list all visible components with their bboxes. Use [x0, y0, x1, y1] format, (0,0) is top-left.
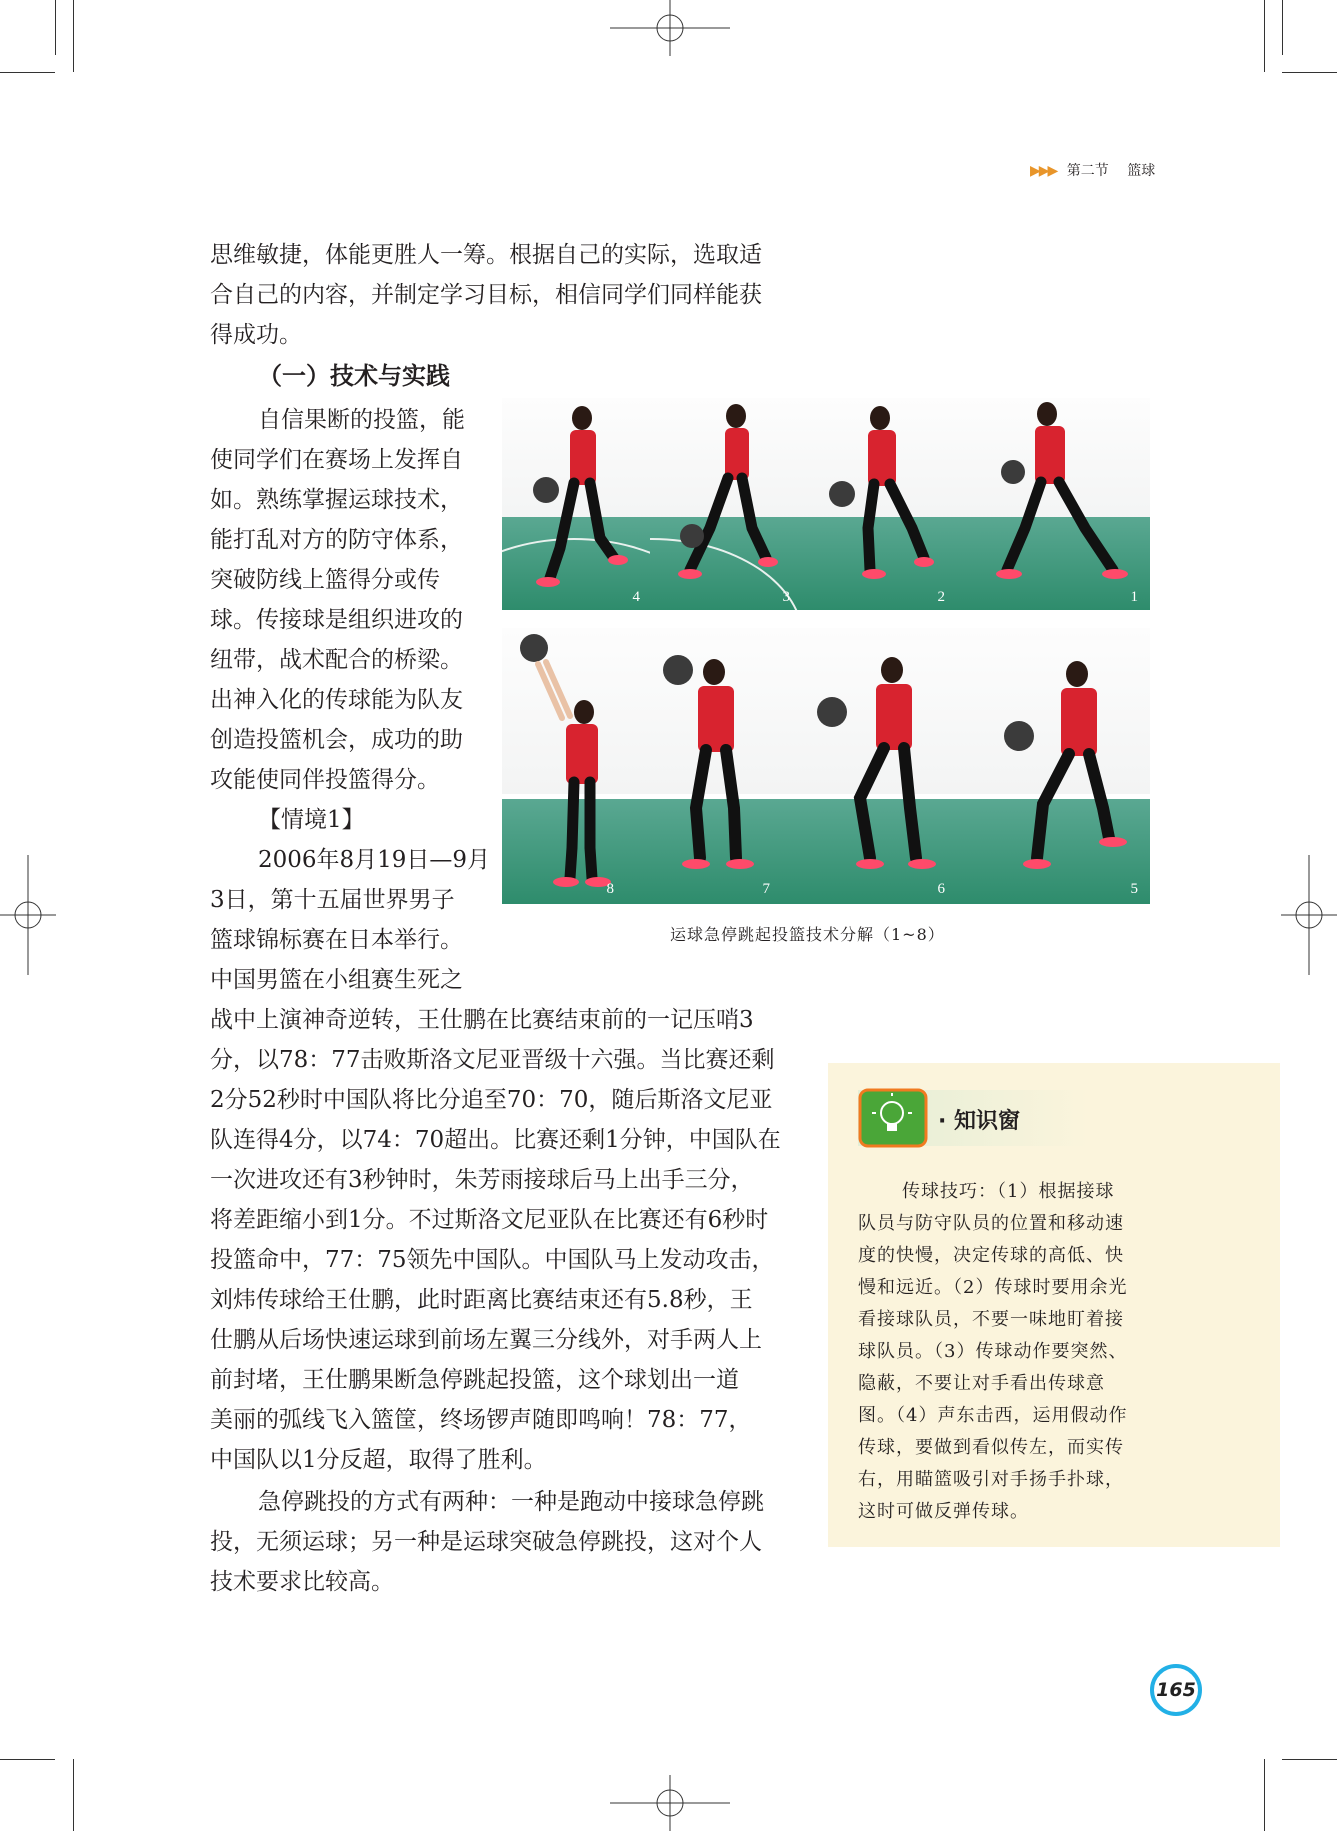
- text-line: 急停跳投的方式有两种：一种是跑动中接球急停跳: [258, 1489, 764, 1515]
- figure-caption: 运球急停跳起投篮技术分解（1~8）: [670, 925, 945, 944]
- player-figure: [652, 628, 772, 898]
- text-line: 右，用瞄篮吸引对手扬手扑球，: [858, 1469, 1124, 1490]
- text-line: 篮球锦标赛在日本举行。: [210, 927, 463, 953]
- player-figure: [512, 628, 622, 898]
- text-line: 传球技巧：（1）根据接球: [902, 1181, 1115, 1202]
- scenario-label: 【情境1】: [258, 807, 365, 833]
- text-line: 出神入化的传球能为队友: [210, 687, 463, 713]
- text-line: 慢和远近。（2）传球时要用余光: [858, 1277, 1128, 1298]
- running-header: [1030, 160, 1155, 180]
- text-line: 创造投篮机会，成功的助: [210, 727, 463, 753]
- photo-frame: [957, 628, 1150, 904]
- bullet-dot: ·: [938, 1109, 955, 1134]
- text-line: 美丽的弧线飞入篮筐，终场锣声随即鸣响！78：77，: [210, 1407, 752, 1433]
- section-heading: （一）技术与实践: [258, 361, 450, 390]
- player-figure: [997, 628, 1137, 898]
- text-line: 思维敏捷，体能更胜人一筹。根据自己的实际，选取适: [210, 242, 762, 268]
- page-number: 165: [1150, 1664, 1202, 1716]
- text-line: 中国队以1分反超，取得了胜利。: [210, 1447, 547, 1473]
- text-line: 攻能使同伴投篮得分。: [210, 767, 440, 793]
- text-line: 使同学们在赛场上发挥自: [210, 447, 463, 473]
- text-line: 纽带，战术配合的桥梁。: [210, 647, 463, 673]
- text-line: 传球，要做到看似传左，而实传: [858, 1437, 1124, 1458]
- text-line: 这时可做反弹传球。: [858, 1501, 1029, 1522]
- photo-frame: [782, 628, 957, 904]
- topic-label: 篮球: [1127, 163, 1156, 179]
- text-line: 中国男篮在小组赛生死之: [210, 967, 463, 993]
- text-line: 2分52秒时中国队将比分追至70：70，随后斯洛文尼亚: [210, 1087, 773, 1113]
- text-line: 自信果断的投篮，能: [258, 407, 465, 433]
- text-line: 球队员。（3）传球动作要突然、: [858, 1341, 1128, 1362]
- text-line: 图。（4）声东击西，运用假动作: [858, 1405, 1128, 1426]
- photo-frame: [800, 398, 955, 610]
- player-figure: [985, 398, 1135, 603]
- text-line: 球。传接球是组织进攻的: [210, 607, 463, 633]
- step-number: 2: [937, 589, 945, 605]
- text-line: 仕鹏从后场快速运球到前场左翼三分线外，对手两人上: [210, 1327, 762, 1353]
- registration-mark-top: [610, 0, 730, 60]
- arrow-triangles-icon: ▶▶▶: [1030, 163, 1057, 179]
- text-line: 战中上演神奇逆转，王仕鹏在比赛结束前的一记压哨3: [210, 1007, 754, 1033]
- step-number: 6: [937, 881, 945, 897]
- text-line: 队连得4分，以74：70超出。比赛还剩1分钟，中国队在: [210, 1127, 781, 1153]
- text-line: 投篮命中，77：75领先中国队。中国队马上发动攻击，: [210, 1247, 775, 1273]
- step-number: 7: [762, 881, 770, 897]
- text-line: 将差距缩小到1分。不过斯洛文尼亚队在比赛还有6秒时: [210, 1207, 769, 1233]
- text-line: 突破防线上篮得分或传: [210, 567, 440, 593]
- knowledge-window-title: [938, 1104, 1020, 1135]
- step-number: 4: [632, 589, 640, 605]
- registration-mark-bottom: [610, 1771, 730, 1831]
- player-figure: [522, 398, 632, 603]
- text-line: 得成功。: [210, 322, 302, 348]
- player-figure: [670, 398, 790, 603]
- player-figure: [812, 628, 952, 898]
- text-line: 隐蔽，不要让对手看出传球意: [858, 1373, 1105, 1394]
- text-line: 一次进攻还有3秒钟时，朱芳雨接球后马上出手三分，: [210, 1167, 754, 1193]
- chalkboard-lightbulb-icon: [858, 1088, 930, 1150]
- photo-frame: [622, 628, 782, 904]
- text-line: 队员与防守队员的位置和移动速: [858, 1213, 1124, 1234]
- text-line: 投，无须运球；另一种是运球突破急停跳投，这对个人: [210, 1529, 762, 1555]
- text-line: 3日，第十五届世界男子: [210, 887, 455, 913]
- text-line: 度的快慢，决定传球的高低、快: [858, 1245, 1124, 1266]
- knowledge-window-title-text: 知识窗: [954, 1109, 1021, 1134]
- step-number: 8: [606, 881, 614, 897]
- registration-mark-left: [0, 855, 60, 975]
- photo-frame: [955, 398, 1150, 610]
- text-line: 分，以78：77击败斯洛文尼亚晋级十六强。当比赛还剩: [210, 1047, 775, 1073]
- text-line: 合自己的内容，并制定学习目标，相信同学们同样能获: [210, 282, 762, 308]
- text-line: 能打乱对方的防守体系，: [210, 527, 463, 553]
- registration-mark-right: [1277, 855, 1337, 975]
- player-figure: [820, 398, 940, 603]
- text-line: 2006年8月19日—9月: [258, 847, 491, 873]
- step-number: 5: [1130, 881, 1138, 897]
- text-line: 前封堵，王仕鹏果断急停跳起投篮，这个球划出一道: [210, 1367, 739, 1393]
- photo-frame: [502, 628, 622, 904]
- section-label: 第二节: [1066, 163, 1109, 179]
- text-line: 看接球队员，不要一味地盯着接: [858, 1309, 1124, 1330]
- text-line: 技术要求比较高。: [210, 1569, 394, 1595]
- step-number: 3: [782, 589, 790, 605]
- text-line: 如。熟练掌握运球技术，: [210, 487, 463, 513]
- step-number: 1: [1130, 589, 1138, 605]
- text-line: 刘炜传球给王仕鹏，此时距离比赛结束还有5.8秒，王: [210, 1287, 753, 1313]
- photo-frame: [650, 398, 800, 610]
- photo-frame: [502, 398, 650, 610]
